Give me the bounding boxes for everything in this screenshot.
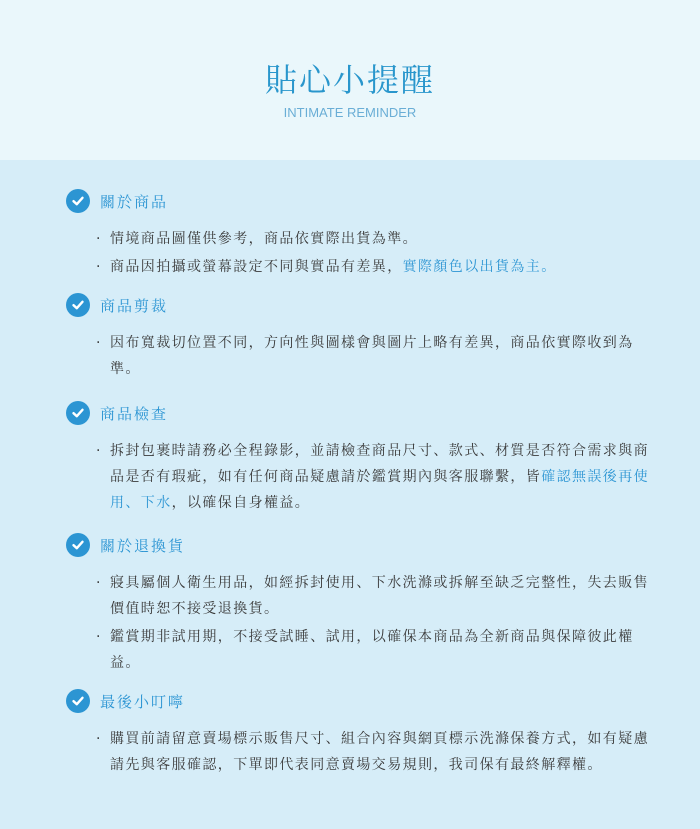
check-circle-icon [66, 689, 90, 713]
section-title: 最後小叮嚀 [100, 692, 186, 711]
list-item: · 鑑賞期非試用期，不接受試睡、試用，以確保本商品為全新商品與保障彼此權益。 [66, 624, 660, 676]
page-subtitle: INTIMATE REMINDER [283, 105, 417, 120]
check-circle-icon [66, 533, 90, 557]
check-circle-icon [66, 293, 90, 317]
section-final-notes [66, 688, 660, 778]
list-item: · 拆封包裹時請務必全程錄影，並請檢查商品尺寸、款式、材質是否符合需求與商品是否有瑕疵，如有任何商品疑慮請於鑑賞期內與客服聯繫，皆確認無誤後再使用、下水，以確保自身權益。 [66, 438, 660, 516]
section-returns [66, 532, 660, 676]
list-item: · 寢具屬個人衛生用品，如經拆封使用、下水洗滌或拆解至缺乏完整性，失去販售價值時恕不接受退換貨。 [66, 570, 660, 622]
section-product [66, 188, 660, 280]
page-title: 貼心小提醒 [264, 61, 435, 99]
list-item: · 因布寬裁切位置不同，方向性與圖樣會與圖片上略有差異，商品依實際收到為準。 [66, 330, 660, 382]
section-header [66, 292, 660, 318]
list-item: · 情境商品圖僅供參考，商品依實際出貨為準。 [66, 226, 660, 252]
section-title: 商品剪裁 [100, 296, 169, 315]
section-header [66, 688, 660, 714]
section-header [66, 188, 660, 214]
reminder-list [0, 160, 700, 829]
check-circle-icon [66, 401, 90, 425]
section-header [66, 400, 660, 426]
section-inspection [66, 400, 660, 516]
highlight-text: 確認無誤後再使用、下水 [110, 469, 650, 511]
section-cutting [66, 292, 660, 382]
section-title: 關於退換貨 [100, 536, 186, 555]
section-title: 關於商品 [100, 192, 169, 211]
section-header [66, 532, 660, 558]
check-circle-icon [66, 189, 90, 213]
header [0, 0, 700, 160]
highlight-text: 實際顏色以出貨為主。 [402, 259, 557, 275]
list-item: · 商品因拍攝或螢幕設定不同與實品有差異，實際顏色以出貨為主。 [66, 254, 660, 280]
list-item: · 購買前請留意賣場標示販售尺寸、組合內容與網頁標示洗滌保養方式，如有疑慮請先與客服確認，下單即代表同意賣場交易規則，我司保有最終解釋權。 [66, 726, 660, 778]
section-title: 商品檢查 [100, 404, 169, 423]
